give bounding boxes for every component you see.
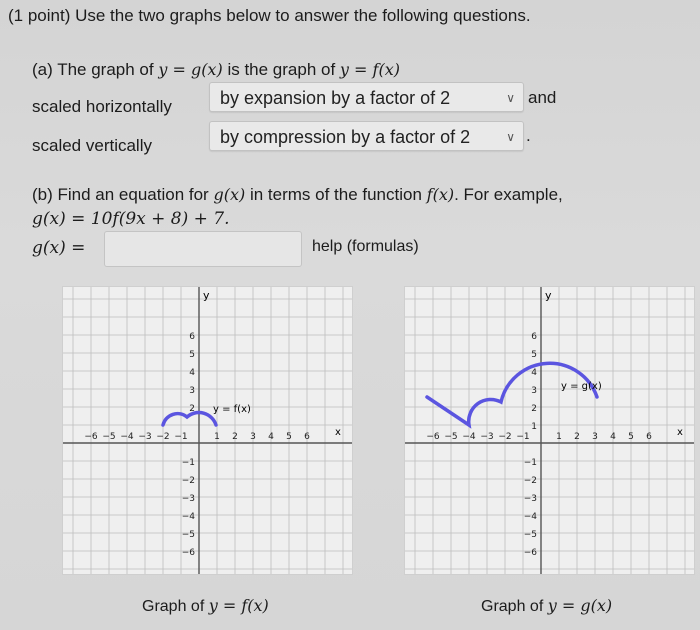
- x-tick-label: −3: [480, 432, 494, 442]
- x-tick-label: 3: [592, 432, 598, 442]
- x-tick-label: 1: [214, 432, 220, 442]
- y-tick-label: −6: [523, 548, 537, 558]
- x-tick-label: 6: [646, 432, 652, 442]
- x-tick-label: 3: [250, 432, 256, 442]
- answer-input[interactable]: [104, 231, 302, 267]
- x-tick-label: 5: [628, 432, 634, 442]
- vertical-scaling-value: by compression by a factor of 2: [220, 127, 471, 147]
- graph-g-panel: [404, 286, 695, 575]
- x-tick-label: −6: [426, 432, 440, 442]
- graph-g-y-axis-label: y: [545, 289, 552, 302]
- horizontal-scaling-label: scaled horizontally: [32, 97, 172, 116]
- y-tick-label: −6: [181, 548, 195, 558]
- graph-g-x-axis-label: x: [677, 427, 683, 438]
- part-a-middle: is the graph of: [227, 60, 336, 79]
- and-text: and: [528, 88, 557, 107]
- y-tick-label: −4: [523, 512, 537, 522]
- graph-g-caption-eq: y = g(x): [547, 596, 613, 615]
- x-tick-label: 4: [610, 432, 616, 442]
- part-a-statement: [32, 60, 400, 80]
- x-tick-label: −2: [156, 432, 170, 442]
- graph-g-curve: [427, 363, 597, 425]
- g-equation: y = g(x): [158, 60, 223, 79]
- y-tick-label: −1: [523, 458, 537, 468]
- part-b-text2: in terms of the function: [249, 185, 422, 204]
- y-tick-label: 5: [189, 350, 195, 360]
- part-b-fx: f(x): [426, 185, 455, 204]
- horizontal-scaling-value: by expansion by a factor of 2: [220, 88, 451, 108]
- x-tick-label: 5: [286, 432, 292, 442]
- y-tick-label: −2: [181, 476, 195, 486]
- x-tick-label: 2: [574, 432, 580, 442]
- x-tick-label: −5: [444, 432, 458, 442]
- graph-f-curve-label: y = f(x): [213, 404, 251, 415]
- part-b-text3: . For example,: [454, 185, 563, 204]
- graph-f-svg: [63, 287, 352, 574]
- y-tick-label: 3: [531, 386, 537, 396]
- x-tick-label: −6: [84, 432, 98, 442]
- y-tick-label: 3: [189, 386, 195, 396]
- example-equation: g(x) = 10f(9x + 8) + 7.: [32, 209, 230, 229]
- graph-f-caption: [142, 596, 269, 616]
- y-tick-label: −4: [181, 512, 195, 522]
- x-tick-label: −5: [102, 432, 116, 442]
- x-tick-label: 2: [232, 432, 238, 442]
- y-tick-label: 5: [531, 350, 537, 360]
- part-b-statement: [32, 185, 563, 205]
- graph-f-grid: [63, 287, 352, 574]
- y-tick-label: 2: [531, 404, 537, 414]
- x-tick-label: −1: [174, 432, 188, 442]
- y-tick-label: 4: [531, 368, 537, 378]
- x-tick-label: −4: [120, 432, 134, 442]
- x-tick-label: −4: [462, 432, 476, 442]
- graph-f-curve: [163, 413, 216, 425]
- answer-label: g(x) =: [32, 238, 86, 258]
- vertical-scaling-label: scaled vertically: [32, 136, 152, 155]
- graph-g-grid: [405, 287, 694, 574]
- x-tick-label: −1: [516, 432, 530, 442]
- y-tick-label: 2: [189, 404, 195, 414]
- problem-header: (1 point) Use the two graphs below to answer the following questions.: [8, 6, 531, 25]
- graph-f-x-axis-label: x: [335, 427, 341, 438]
- graph-f-y-ticks: [182, 332, 196, 558]
- y-tick-label: −1: [181, 458, 195, 468]
- y-tick-label: −5: [523, 530, 537, 540]
- x-tick-label: 6: [304, 432, 310, 442]
- graph-g-caption: [481, 596, 612, 616]
- graph-f-caption-eq: y = f(x): [208, 596, 269, 615]
- help-formulas-link[interactable]: help (formulas): [312, 238, 419, 255]
- y-tick-label: −5: [181, 530, 195, 540]
- graph-g-curve-label: y = g(x): [561, 381, 602, 392]
- y-tick-label: −3: [523, 494, 537, 504]
- chevron-down-icon: ∨: [506, 91, 515, 105]
- x-tick-label: 1: [556, 432, 562, 442]
- x-tick-label: −3: [138, 432, 152, 442]
- chevron-down-icon: ∨: [506, 130, 515, 144]
- part-a-prefix: (a) The graph of: [32, 60, 154, 79]
- graph-f-panel: [62, 286, 353, 575]
- graph-g-caption-prefix: Graph of: [481, 598, 544, 615]
- period-text: .: [526, 126, 531, 145]
- graph-f-caption-prefix: Graph of: [142, 598, 205, 615]
- part-b-text1: (b) Find an equation for: [32, 185, 209, 204]
- vertical-scaling-select[interactable]: [209, 121, 524, 151]
- y-tick-label: 1: [531, 422, 537, 432]
- graph-f-y-axis-label: y: [203, 289, 210, 302]
- graph-g-x-ticks: [426, 432, 652, 442]
- y-tick-label: 6: [189, 332, 195, 342]
- y-tick-label: −2: [523, 476, 537, 486]
- y-tick-label: −3: [181, 494, 195, 504]
- y-tick-label: 6: [531, 332, 537, 342]
- f-equation: y = f(x): [339, 60, 400, 79]
- graph-f-x-ticks: [84, 432, 310, 442]
- part-b-gx: g(x): [213, 185, 246, 204]
- y-tick-label: 4: [189, 368, 195, 378]
- horizontal-scaling-select[interactable]: [209, 82, 524, 112]
- graph-g-svg: [405, 287, 694, 574]
- x-tick-label: −2: [498, 432, 512, 442]
- x-tick-label: 4: [268, 432, 274, 442]
